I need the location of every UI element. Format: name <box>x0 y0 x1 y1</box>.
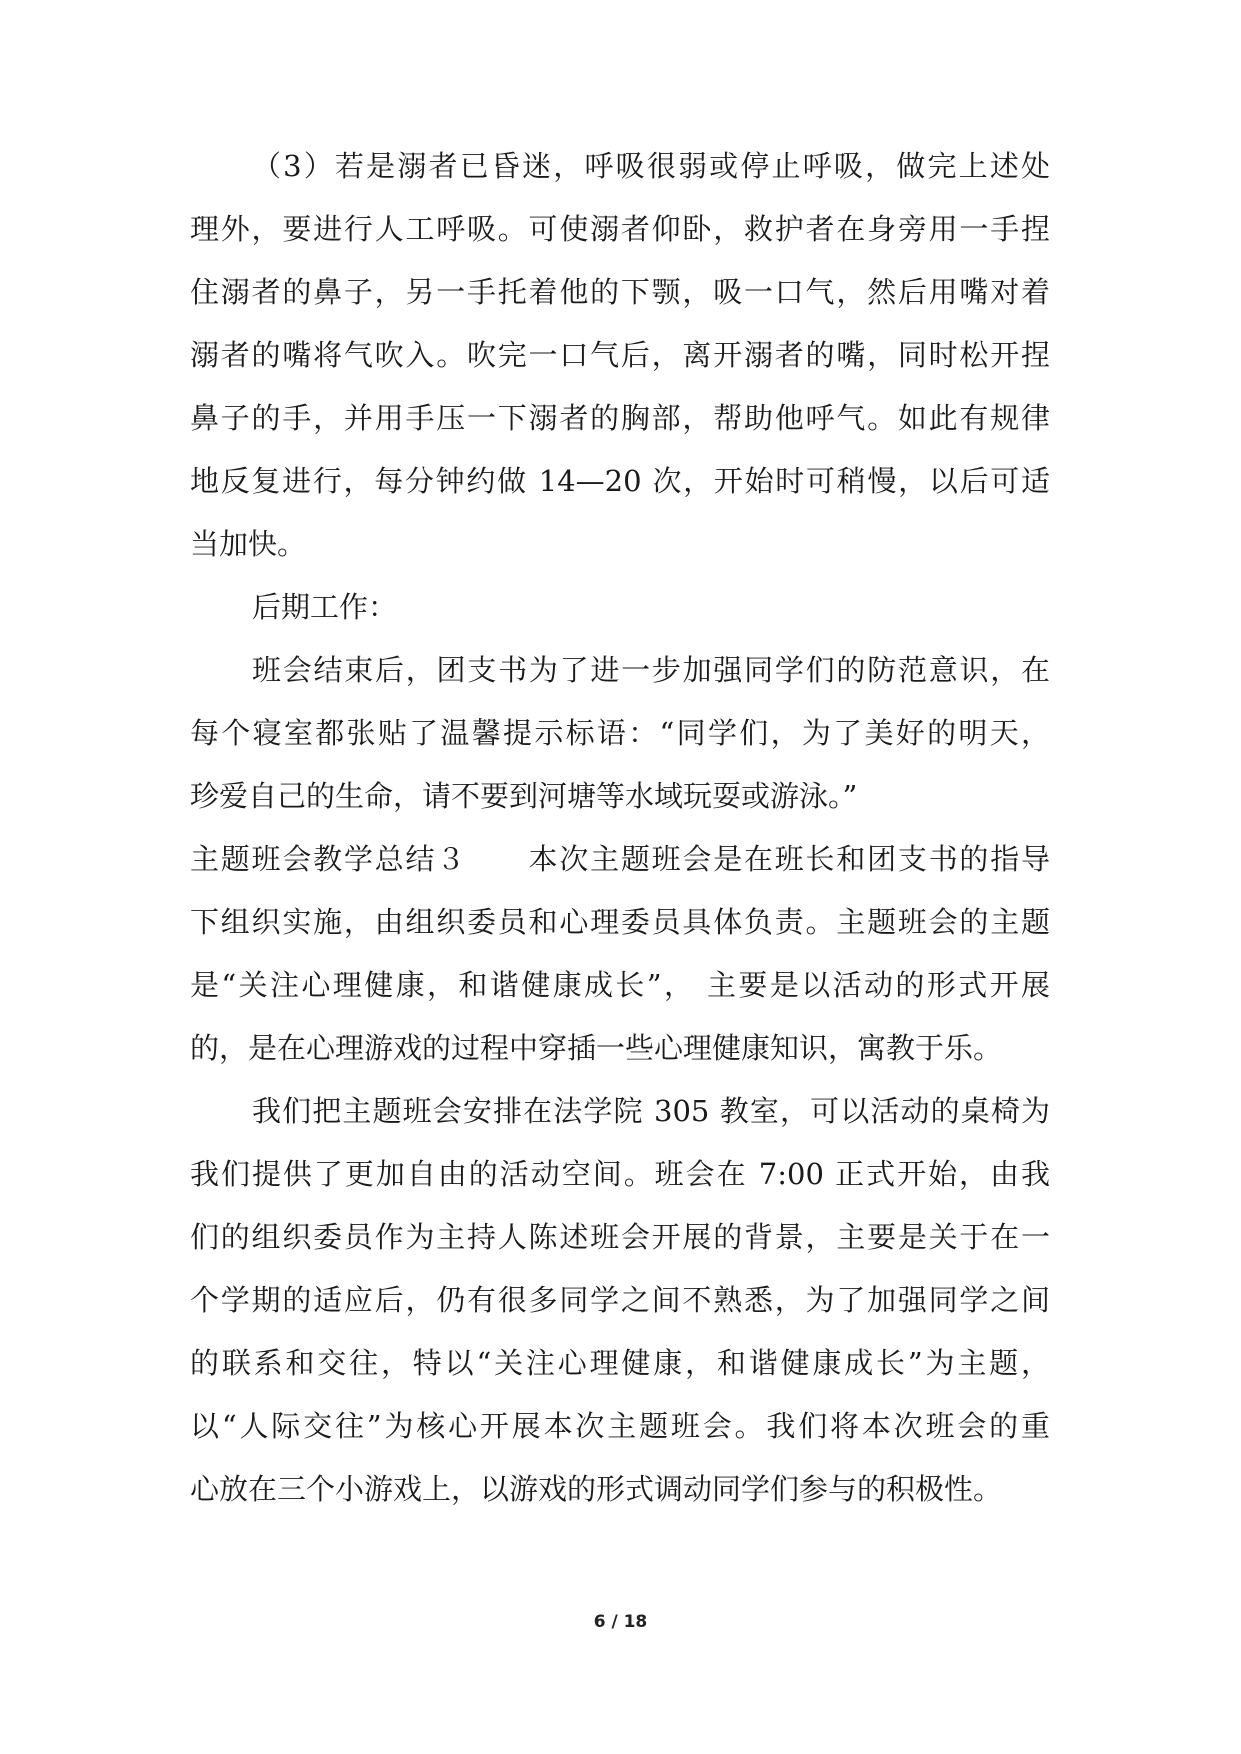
paragraph-line: 的联系和交往，特以“关注心理健康，和谐健康成长”为主题， <box>190 1346 1050 1380</box>
paragraph-line: 个学期的适应后，仍有很多同学之间不熟悉，为了加强同学之间 <box>190 1283 1050 1317</box>
paragraph-line: 理外，要进行人工呼吸。可使溺者仰卧，救护者在身旁用一手捏 <box>190 212 1050 246</box>
paragraph-line: 下组织实施，由组织委员和心理委员具体负责。主题班会的主题 <box>190 905 1050 939</box>
paragraph-line: 是“关注心理健康，和谐健康成长”， 主要是以活动的形式开展 <box>190 968 1050 1002</box>
paragraph-line: 鼻子的手，并用手压一下溺者的胸部，帮助他呼气。如此有规律 <box>190 401 1050 435</box>
paragraph-line: 住溺者的鼻子，另一手托着他的下颚，吸一口气，然后用嘴对着 <box>190 275 1050 309</box>
paragraph-line: 以“人际交往”为核心开展本次主题班会。我们将本次班会的重 <box>190 1409 1050 1443</box>
paragraph-line: 我们提供了更加自由的活动空间。班会在 7:00 正式开始，由我 <box>190 1157 1050 1191</box>
paragraph-line: 主题班会教学总结３ 本次主题班会是在班长和团支书的指导 <box>190 842 1050 876</box>
paragraph-line: 们的组织委员作为主持人陈述班会开展的背景，主要是关于在一 <box>190 1220 1050 1254</box>
paragraph-line: 每个寝室都张贴了温馨提示标语：“同学们，为了美好的明天， <box>190 716 1050 750</box>
paragraph-line: 心放在三个小游戏上，以游戏的形式调动同学们参与的积极性。 <box>190 1472 1003 1506</box>
page-number: 6 / 18 <box>593 1612 648 1632</box>
paragraph-line: 班会结束后，团支书为了进一步加强同学们的防范意识，在 <box>252 653 1050 687</box>
paragraph-line: 地反复进行，每分钟约做 14—20 次，开始时可稍慢，以后可适 <box>190 464 1050 498</box>
paragraph-line: 的，是在心理游戏的过程中穿插一些心理健康知识，寓教于乐。 <box>190 1031 1003 1065</box>
section-heading: 后期工作： <box>252 590 398 624</box>
paragraph-line: 溺者的嘴将气吹入。吹完一口气后，离开溺者的嘴，同时松开捏 <box>190 338 1050 372</box>
paragraph-line: 当加快。 <box>190 527 307 561</box>
paragraph-line: 我们把主题班会安排在法学院 305 教室，可以活动的桌椅为 <box>252 1094 1050 1128</box>
paragraph-line: （3）若是溺者已昏迷，呼吸很弱或停止呼吸，做完上述处 <box>252 149 1050 183</box>
paragraph-line: 珍爱自己的生命，请不要到河塘等水域玩耍或游泳。” <box>190 779 858 813</box>
